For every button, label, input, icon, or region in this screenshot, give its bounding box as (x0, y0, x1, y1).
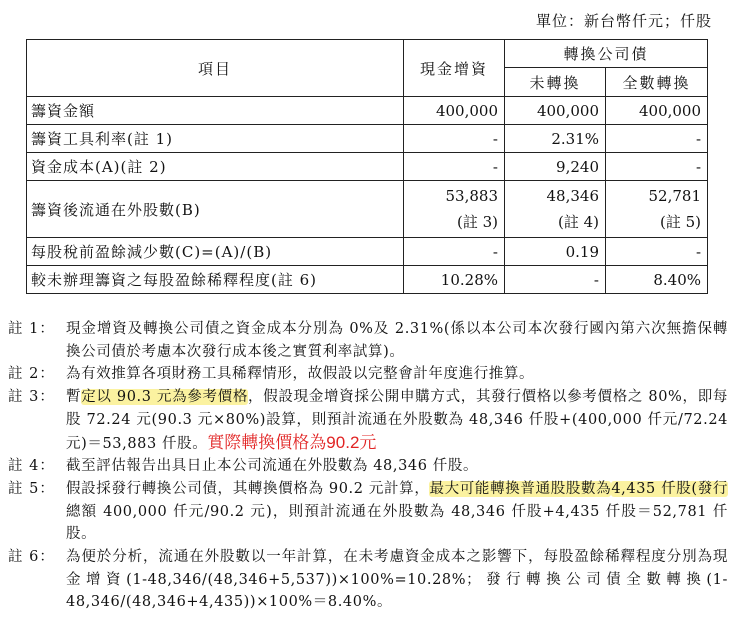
unconverted-shares: 48,346 (546, 187, 599, 205)
note-3 (8, 386, 728, 455)
header-item: 項目 (27, 40, 404, 97)
full-value (606, 181, 708, 238)
note-body (66, 386, 728, 455)
row-label: 籌資金額 (27, 97, 404, 125)
full-note-ref: (註 5) (659, 213, 702, 231)
note-1 (8, 318, 728, 363)
note-text: ，假設現金增資採公開申購方式，其發行價格以參考價格之 80%，即每股 72.24 元(90.3 元×80%)設算，則預計流通在外股數為 48,346 仟股+(400,000 仟元/72.24 元)＝53,883 仟股。 (66, 389, 728, 452)
note-4 (8, 455, 728, 478)
note-tag: 註 4： (8, 458, 55, 475)
cash-value: 10.28% (404, 266, 505, 294)
full-value: - (606, 238, 708, 266)
header-full-conversion: 全數轉換 (606, 68, 708, 97)
unconverted-note-ref: (註 4) (557, 213, 599, 231)
unit-label: 單位：新台幣仟元；仟股 (535, 12, 712, 30)
table-row (27, 181, 708, 238)
full-value: - (606, 153, 708, 181)
unconverted-value: - (505, 266, 606, 294)
full-shares: 52,781 (648, 187, 702, 205)
note-text: 現金增資及轉換公司債之資金成本分別為 0%及 2.31%(係以本公司本次發行國內第六次無擔保轉換公司債於考慮本次發行成本後之實質利率試算)。 (66, 321, 728, 360)
row-label: 資金成本(A)(註 2) (27, 153, 404, 181)
table-row (27, 153, 708, 181)
cash-shares: 53,883 (445, 187, 498, 205)
note-tag: 註 3： (8, 389, 55, 406)
full-value: - (606, 125, 708, 153)
note-text-start: 暫 (66, 389, 82, 406)
row-label: 籌資後流通在外股數(B) (27, 181, 404, 238)
table-row (27, 97, 708, 125)
note-text: 總額 400,000 仟元/90.2 元)，則預計流通在外股數為 48,346 仟股+4,435 仟股＝52,781 仟股。 (66, 503, 728, 543)
full-value: 8.40% (606, 266, 708, 294)
row-label: 較未辦理籌資之每股盈餘稀釋程度(註 6) (27, 266, 404, 294)
note-tag: 註 5： (8, 480, 55, 497)
table-row (27, 125, 708, 153)
cash-value: - (404, 153, 505, 181)
note-5 (8, 478, 728, 546)
unconverted-value (505, 181, 606, 238)
header-unconverted: 未轉換 (505, 68, 606, 97)
note-text-start: 假設採發行轉換公司債，其轉換價格為 90.2 元計算， (66, 480, 430, 497)
unconverted-value: 9,240 (505, 153, 606, 181)
unconverted-value: 0.19 (505, 238, 606, 266)
note-2 (8, 363, 728, 386)
highlighted-max-shares: 最大可能轉換普通股股數為 (429, 480, 612, 497)
note-tag: 註 6： (8, 549, 55, 566)
note-body (66, 478, 728, 546)
note-text: 截至評估報告出具日止本公司流通在外股數為 48,346 仟股。 (66, 458, 479, 475)
note-6 (8, 546, 728, 614)
footnotes (8, 318, 728, 614)
highlighted-share-count: 4,435 仟股(發行 (611, 480, 728, 497)
handwritten-annotation: 實際轉換價格為90.2元 (207, 432, 377, 452)
cash-value: - (404, 125, 505, 153)
cash-note-ref: (註 3) (456, 213, 498, 231)
cash-value: 400,000 (404, 97, 505, 125)
note-tag: 註 1： (8, 321, 55, 337)
unconverted-value: 400,000 (505, 97, 606, 125)
row-label: 每股稅前盈餘減少數(C)=(A)/(B) (27, 238, 404, 266)
row-label: 籌資工具利率(註 1) (27, 125, 404, 153)
table-row (27, 238, 708, 266)
header-cash: 現金增資 (404, 40, 505, 97)
table-row (27, 266, 708, 294)
note-tag: 註 2： (8, 366, 55, 383)
note-text: 為便於分析，流通在外股數以一年計算，在未考慮資金成本之影響下，每股盈餘稀釋程度分別為現金增資(1-48,346/(48,346+5,537))×100%=10.28%；發行轉換公司債全數轉換(1-48,346/(48,346+4,435))×100%＝8.40%。 (66, 549, 728, 611)
cash-value: - (404, 238, 505, 266)
full-value: 400,000 (606, 97, 708, 125)
cash-value (404, 181, 505, 238)
header-cb-group: 轉換公司債 (505, 40, 708, 68)
note-text: 為有效推算各項財務工具稀釋情形，故假設以完整會計年度進行推算。 (66, 366, 535, 383)
unconverted-value: 2.31% (505, 125, 606, 153)
highlighted-reference-price: 定以 90.3 元為參考價格 (81, 389, 249, 406)
financing-table (26, 39, 708, 294)
